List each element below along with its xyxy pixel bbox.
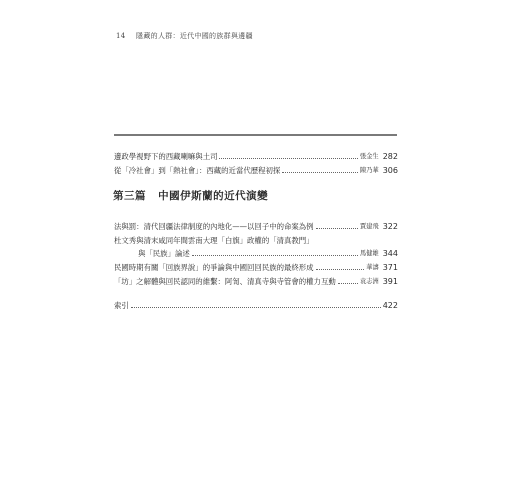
- toc-entry[interactable]: [114, 221, 398, 232]
- entry-title: 索引: [114, 301, 129, 310]
- entry-title: 從「冷社會」到「熱社會」：西藏的近當代歷程初探: [114, 166, 281, 175]
- leader-dots: [282, 172, 358, 173]
- running-title: 隱藏的人群：近代中國的族群與邊疆: [136, 32, 253, 40]
- entry-author: 賈建飛: [359, 223, 379, 230]
- part-label: 第三篇: [113, 190, 146, 202]
- entry-author: 陳乃華: [359, 167, 379, 174]
- toc-entry[interactable]: [114, 165, 398, 176]
- entry-title: 邊政學視野下的西藏喇嘛與土司: [114, 152, 218, 161]
- entry-title: 「坊」之解體與回民認同的維繫：阿訇、清真寺與寺管會的權力互動: [114, 277, 336, 286]
- entry-page: 391: [382, 277, 398, 286]
- toc-entry[interactable]: [114, 248, 398, 259]
- entry-page: 306: [382, 166, 398, 175]
- toc-entry[interactable]: [114, 151, 398, 162]
- leader-dots: [316, 228, 358, 229]
- entry-title: 民國時期有關「回族界說」的爭論與中國回回民族的最終形成: [114, 263, 314, 272]
- entry-title: 法與罰：清代回疆法律制度的內地化——以回子中的命案為例: [114, 222, 314, 231]
- entry-page: 282: [382, 152, 398, 161]
- entry-page: 344: [382, 249, 398, 258]
- leader-dots: [338, 283, 358, 284]
- part-title: 中國伊斯蘭的近代演變: [158, 190, 269, 202]
- entry-author: 馬健雄: [359, 250, 379, 257]
- entry-title: 與「民族」論述: [138, 249, 190, 258]
- page-number: 14: [116, 32, 126, 40]
- part-heading: [113, 188, 268, 203]
- entry-page: 371: [382, 263, 398, 272]
- leader-dots: [131, 307, 381, 308]
- running-header: [116, 31, 253, 41]
- entry-author: 張金生: [359, 153, 379, 160]
- entry-page: 322: [382, 222, 398, 231]
- leader-dots: [192, 255, 358, 256]
- toc-entry[interactable]: [114, 276, 398, 287]
- section-divider: [114, 134, 397, 136]
- toc-entry[interactable]: [114, 262, 398, 273]
- entry-author: 袁志洲: [359, 278, 379, 285]
- entry-author: 華濤: [366, 264, 379, 271]
- toc-entry-title-line[interactable]: 杜文秀與清末咸同年間雲南大理「白旗」政權的「清真教門」: [114, 236, 314, 245]
- leader-dots: [316, 269, 365, 270]
- toc-entry-index[interactable]: [114, 300, 398, 311]
- entry-page: 422: [382, 301, 398, 310]
- leader-dots: [219, 158, 357, 159]
